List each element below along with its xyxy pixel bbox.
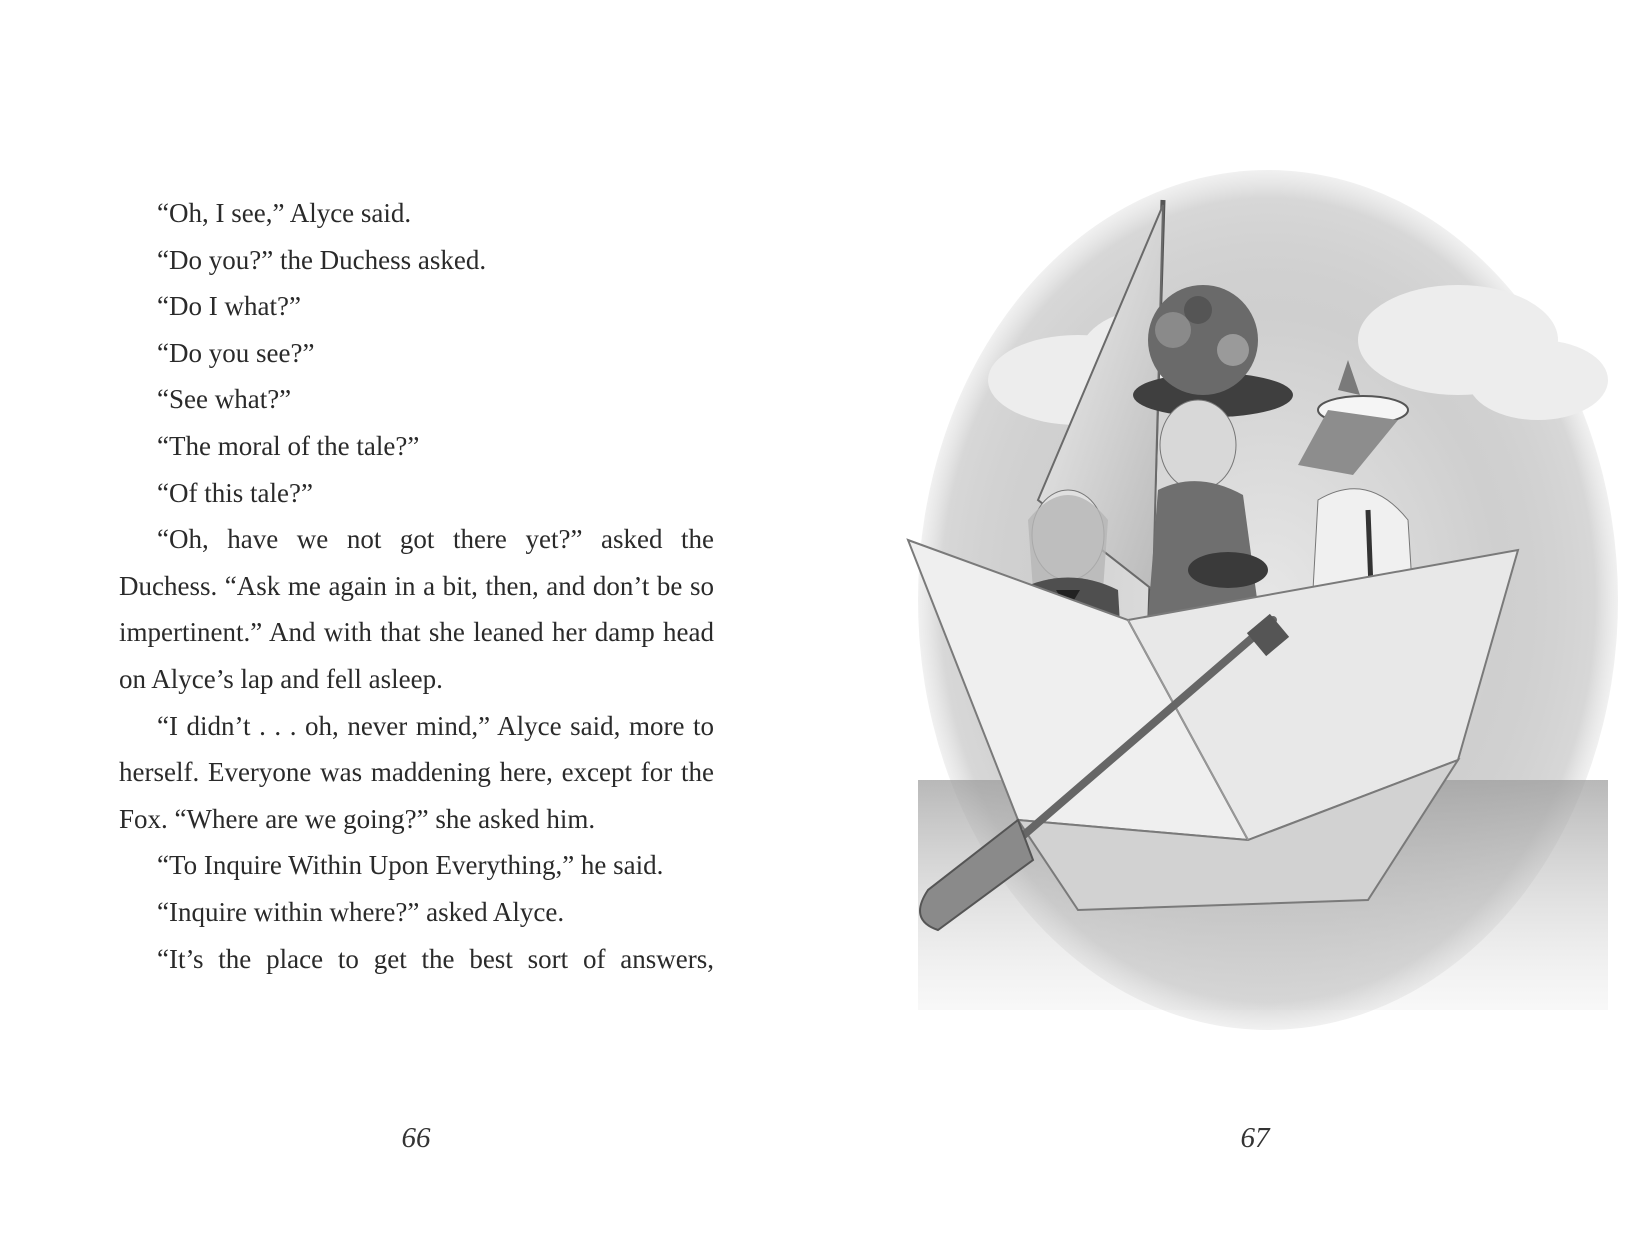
paragraph: “See what?” xyxy=(157,384,292,415)
paragraph: “The moral of the tale?” xyxy=(157,430,420,461)
paragraph: “I didn’t . . . oh, never mind,” Alyce said, more to herself. Everyone was maddening here, except for the Fox. “Where are we going?” she asked him. xyxy=(119,710,714,834)
paragraph: “Inquire within where?” asked Alyce. xyxy=(157,896,565,927)
paragraph: “Oh, I see,” Alyce said. xyxy=(157,198,412,228)
body-text xyxy=(119,190,714,982)
page-number-left: 66 xyxy=(401,1122,431,1154)
paragraph: “Do you see?” xyxy=(157,337,315,368)
paragraph: “Do I what?” xyxy=(157,291,301,322)
page-number-right: 67 xyxy=(1240,1122,1270,1154)
paper-boat-illustration xyxy=(898,120,1628,1070)
paragraph: “Do you?” the Duchess asked. xyxy=(157,244,487,275)
paragraph: “Oh, have we not got there yet?” asked the Duchess. “Ask me again in a bit, then, and don’t be so impertinent.” And with that she leaned her damp head on Alyce’s lap and fell asleep. xyxy=(119,524,714,694)
paragraph: “To Inquire Within Upon Everything,” he said. xyxy=(157,850,664,881)
paragraph: “Of this tale?” xyxy=(157,477,313,508)
paragraph: “It’s the place to get the best sort of answers, xyxy=(157,943,714,974)
